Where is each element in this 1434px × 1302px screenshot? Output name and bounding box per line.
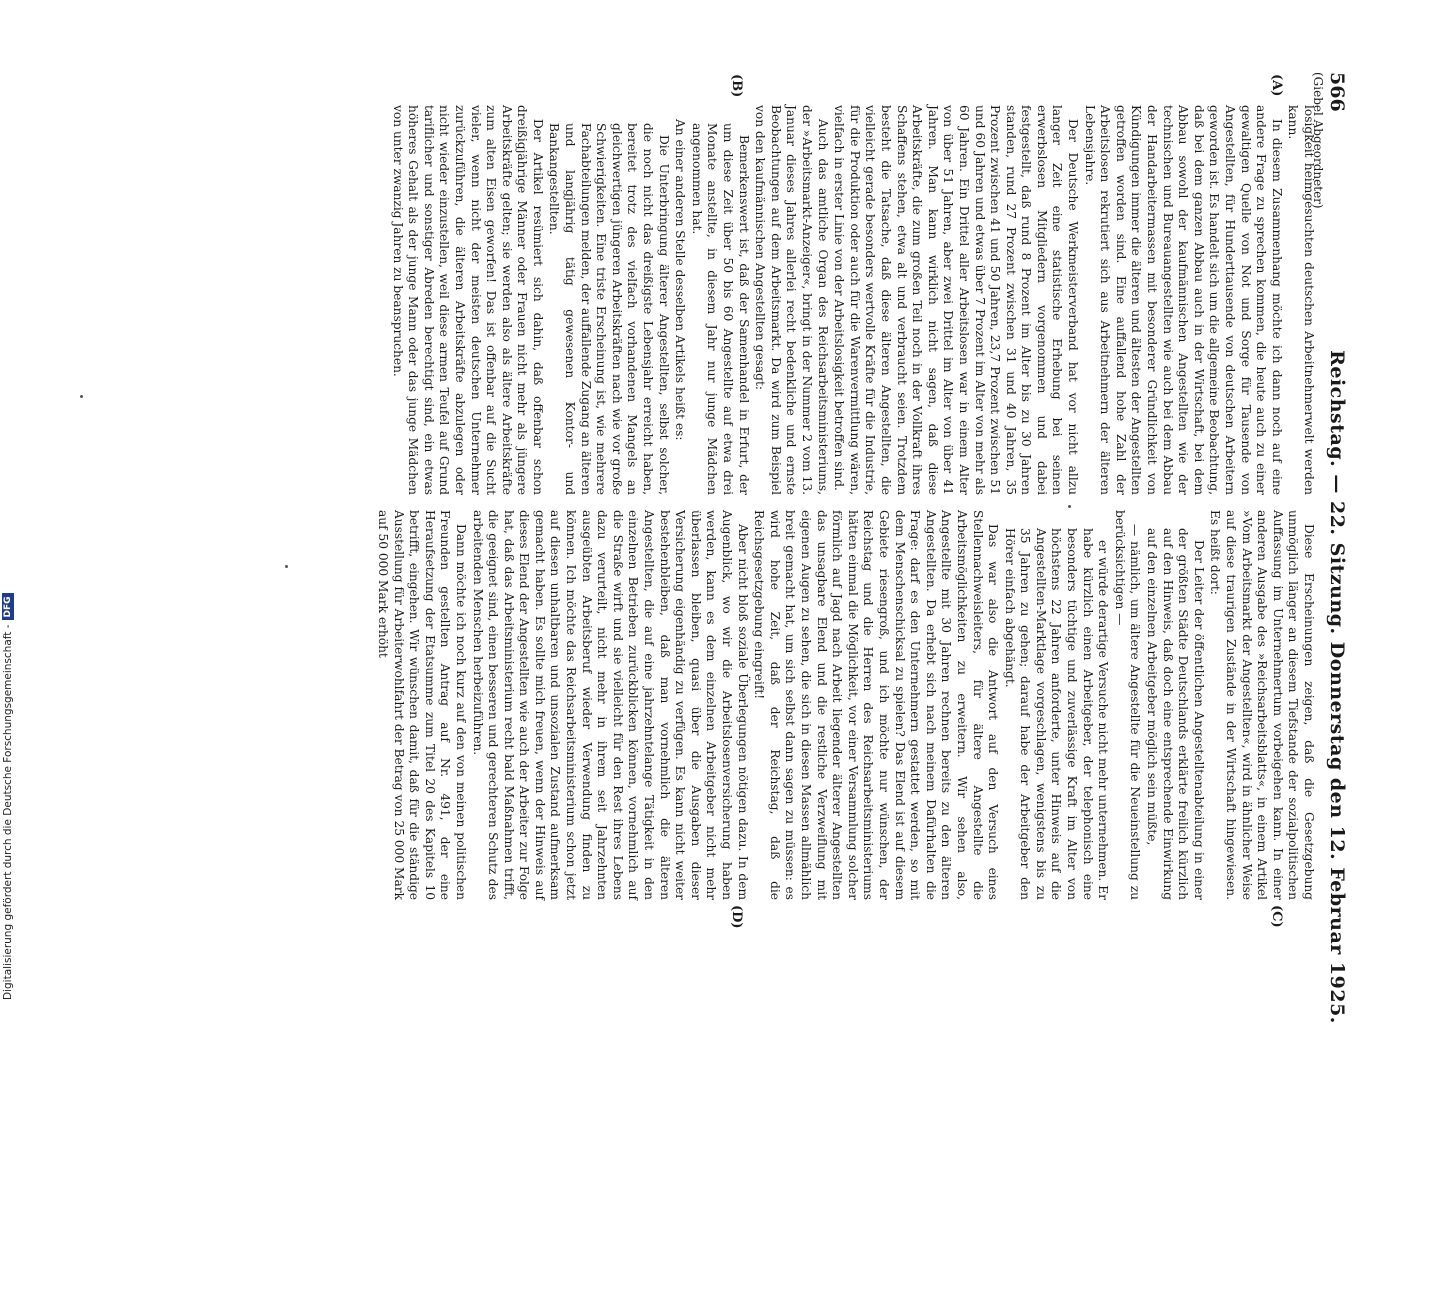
scan-speck xyxy=(1068,505,1071,508)
block-quote: er würde derartige Versuche nicht mehr unternehmen. Er habe kürzlich einen Arbeitgeber, der telephonisch eine besonders tüchtige und zuverlässige Kraft im Alter von höchstens 22 Jahren anforderte, unter Hinweis auf die Angestellten-Marktlage vorgeschlagen, wenigstens bis zu 35 Jahren zu gehen; darauf habe der Arbeitgeber den Hörer einfach abgehängt. xyxy=(1002,528,1111,900)
paragraph: Aber nicht bloß soziale Überlegungen nötigen dazu. In dem Augenblick, wo wir die Arbeitslosenversicherung haben werden, kann es dem einzelnen Arbeitgeber nicht mehr überlassen bleiben, quasi über die Ausgaben dieser Versicherung eigenhändig zu verfügen. Es kann nicht weiter bestehenbleiben, daß man vornehmlich die älteren Angestellten, die auf eine jahrzehntelange Tätigkeit in den einzelnen Betrieben zurückblicken können, vornehmlich auf die Straße wirft und sie vielleicht für den Rest ihres Lebens dazu verurteilt, nicht mehr in ihrem seit Jahrzehnten ausgeübten Arbeitsberuf wieder Verwendung finden zu können. Ich möchte das Reichsarbeitsministerium schon jetzt auf diesen unhaltbaren und unsozialen Zustand aufmerksam gemacht haben. Es sollte mich freuen, wenn der Hinweis auf dieses Elend der Angestellten wie auch der Arbeiter zur Folge hat, daß das Arbeitsministerium recht bald Maßnahmen trifft, die geeignet sind, einen besseren und gerechteren Schutz des arbeitenden Menschen herbeizuführen. xyxy=(470,510,750,900)
page-title: Reichstag. — 22. Sitzung. Donnerstag den 12. Februar 1925. xyxy=(1326,350,1348,1024)
scan-speck xyxy=(285,565,288,568)
digitization-credit xyxy=(2,10,20,1000)
paragraph: — nämlich, um ältere Angestellte für die Neueinstellung zu berücksichtigen — xyxy=(1112,510,1143,900)
page-number: 566 xyxy=(1326,72,1348,112)
paragraph: In diesem Zusammenhang möchte ich dann noch auf eine andere Frage zu sprechen kommen, die heute auch zu einer gewaltigen Quelle von Not und Sorge für Tausende von Angestellten, für Hunderttausende von deutschen Arbeitern geworden ist. Es handelt sich um die allgemeine Beobachtung, daß bei dem ganzen Abbau auch in der Wirtschaft, bei dem Abbau sowohl der kaufmännischen Angestellten wie der technischen und Bureauangestellten wie auch bei dem Abbau der Handarbeitermassen mit besonderer Gründlichkeit von Kündigungen immer die älteren und ältesten der Angestellten getroffen worden sind. Eine auffallend hohe Zahl der Arbeitslosen rekrutiert sich aus Arbeitnehmern der älteren Lebensjahre. xyxy=(1082,105,1284,495)
paragraph: Diese Erscheinungen zeigen, daß die Gesetzgebung unmöglich länger an diesem Tiefstande der sozialpolitischen Auffassung im Unternehmertum vorbeigehen kann. In einer anderen Ausgabe des »Reichsarbeitsblatts«, in einem Artikel »Vom Arbeitsmarkt der Angestellten«, wird in ähnlicher Weise auf diese traurigen Zustände in der Wirtschaft hingewiesen. Es heißt dort: xyxy=(1208,510,1316,900)
margin-letter-d: (D) xyxy=(729,905,744,929)
dfg-logo-icon: DFG xyxy=(2,593,14,620)
paragraph: Der Deutsche Werkmeisterverband hat vor nicht allzu langer Zeit eine statistische Erhebung bei seinen erwerbslosen Mitgliedern vorgenommen und dabei festgestellt, daß rund 8 Prozent im Alter bis zu 30 Jahren standen, rund 27 Prozent zwischen 31 und 40 Jahren, 35 Prozent zwischen 41 und 50 Jahren, 23,7 Prozent zwischen 51 und 60 Jahren und etwas über 7 Prozent im Alter von mehr als 60 Jahren. Ein Drittel aller Arbeitslosen war in einem Alter von über 51 Jahren, aber zwei Drittel im Alter von über 41 Jahren. Man kann wirklich nicht sagen, daß diese Arbeitskräfte, die zum großen Teil noch in der Vollkraft ihres Schaffens stehen, etwa alt und verbraucht seien. Trotzdem besteht die Tatsache, daß diese älteren Angestellten, die vielleicht gerade besonders wertvolle Kräfte für die Industrie, für die Produktion oder auch für die Warenvermittlung wären, vielfach in erster Linie von der Arbeitslosigkeit betroffen sind. xyxy=(832,105,1081,495)
block-quote: Bemerkenswert ist, daß der Samenhandel in Erfurt, der um diese Zeit über 50 bis 60 Angestellte auf etwa drei Monate anstellte, in diesem Jahr nur junge Mädchen angenommen hat. xyxy=(689,123,751,495)
digitization-credit-text xyxy=(2,593,14,1000)
margin-letter-c: (C) xyxy=(1269,905,1284,928)
paragraph: Dann möchte ich noch kurz auf den von meinen politischen Freunden gestellten Antrag auf Nr. 491, der eine Heraufsetzung der Etatsumme zum Titel 20 des Kapitels 10 betrifft, eingehen. Wir wünschen damit, daß für die ständige Ausstellung für Arbeiterwohlfahrt der Betrag von 25 000 Mark auf 50 000 Mark erhöht xyxy=(375,510,468,900)
paragraph: Auch das amtliche Organ des Reichsarbeitsministeriums, der »Arbeitsmarkt-Anzeiger«, bringt in der Nummer 2 vom 13. Januar dieses Jahres allerlei recht bedenkliche und ernste Beobachtungen auf dem Arbeitsmarkt. Da wird zum Beispiel von den kaufmännischen Angestellten gesagt: xyxy=(753,105,830,495)
margin-letter-a: (A) xyxy=(1269,74,1284,97)
margin-letter-b: (B) xyxy=(729,74,744,98)
left-column xyxy=(389,105,1316,495)
paragraph: An einer anderen Stelle desselben Artikels heißt es: xyxy=(673,119,688,441)
page-header xyxy=(1311,72,1352,1302)
paragraph: Das war also die Antwort auf den Versuch eines Stellennachweisleiters, für ältere Angestellte die Arbeitsmöglichkeiten zu erweitern. Wir sehen also, Angestellte mit 30 Jahren rechnen bereits zu den älteren Angestellten. Da erhebt sich nach meinem Dafürhalten die Frage: darf es den Unternehmern gestattet werden, so mit dem Menschenschicksal zu spielen? Das Elend ist auf diesem Gebiete riesengroß, und ich möchte nur wünschen, der Reichstag und die Herren des Reichsarbeitsministeriums hätten einmal die Möglichkeit, vor einer Versammlung solcher förmlich auf Jagd nach Arbeit liegender älterer Angestellten das unsagbare Elend und die restliche Verzweiflung mit eigenen Augen zu sehen, die sich in diesen Massen allmählich breit gemacht hat, um sich selbst dann sagen zu müssen: es wird hohe Zeit, daß der Reichstag, daß die Reichsgesetzgebung eingreift! xyxy=(752,510,1001,900)
block-quote: Der Leiter der öffentlichen Angestelltenabteilung in einer der größten Städte Deutschlands erklärte freilich kürzlich auf den Hinweis, daß doch eine entsprechende Einwirkung auf den einzelnen Arbeitgeber möglich sein müßte, xyxy=(1145,528,1206,900)
paragraph: Der Artikel resümiert sich dahin, daß offenbar schon dreißigjährige Männer oder Frauen nicht mehr als jüngere Arbeitskräfte gelten; sie werden also als ältere Arbeitskräfte zum alten Eisen geworfen! Das ist offenbar auf die Sucht vieler, wenn nicht der meisten deutschen Unternehmer zurückzuführen, die älteren Arbeitskräfte abzulegen oder nicht wieder einzustellen, weil diese armen Teufel auf Grund tariflicher und sonstiger Abreden berechtigt sind, ein etwas höheres Gehalt als der junge Mann oder das junge Mädchen von unter zwanzig Jahren zu beanspruchen. xyxy=(390,105,545,495)
running-speaker: (Giebel Abgeordneter) xyxy=(1311,72,1325,209)
paragraph: losigkeit heimgesuchten deutschen Arbeitnehmerwelt werden kann. xyxy=(1286,105,1316,495)
right-column xyxy=(374,510,1316,900)
block-quote: Die Unterbringung älterer Angestellten, selbst solcher, die noch nicht das dreißigste Lebensjahr erreicht haben, bereitet trotz des vielfach vorhandenen Mangels an gleichwertigen jüngeren Arbeitskräften nach wie vor große Schwierigkeiten. Eine triste Erscheinung ist, wie mehrere Fachabteilungen melden, der auffallende Zugang an älteren und langjährig tätig gewesenen Kontor- und Bankangestellten. xyxy=(547,123,671,495)
scan-speck xyxy=(80,395,83,398)
credit-text: Digitalisierung gefördert durch die Deutsche Forschungsgemeinschaft - xyxy=(2,624,14,1000)
